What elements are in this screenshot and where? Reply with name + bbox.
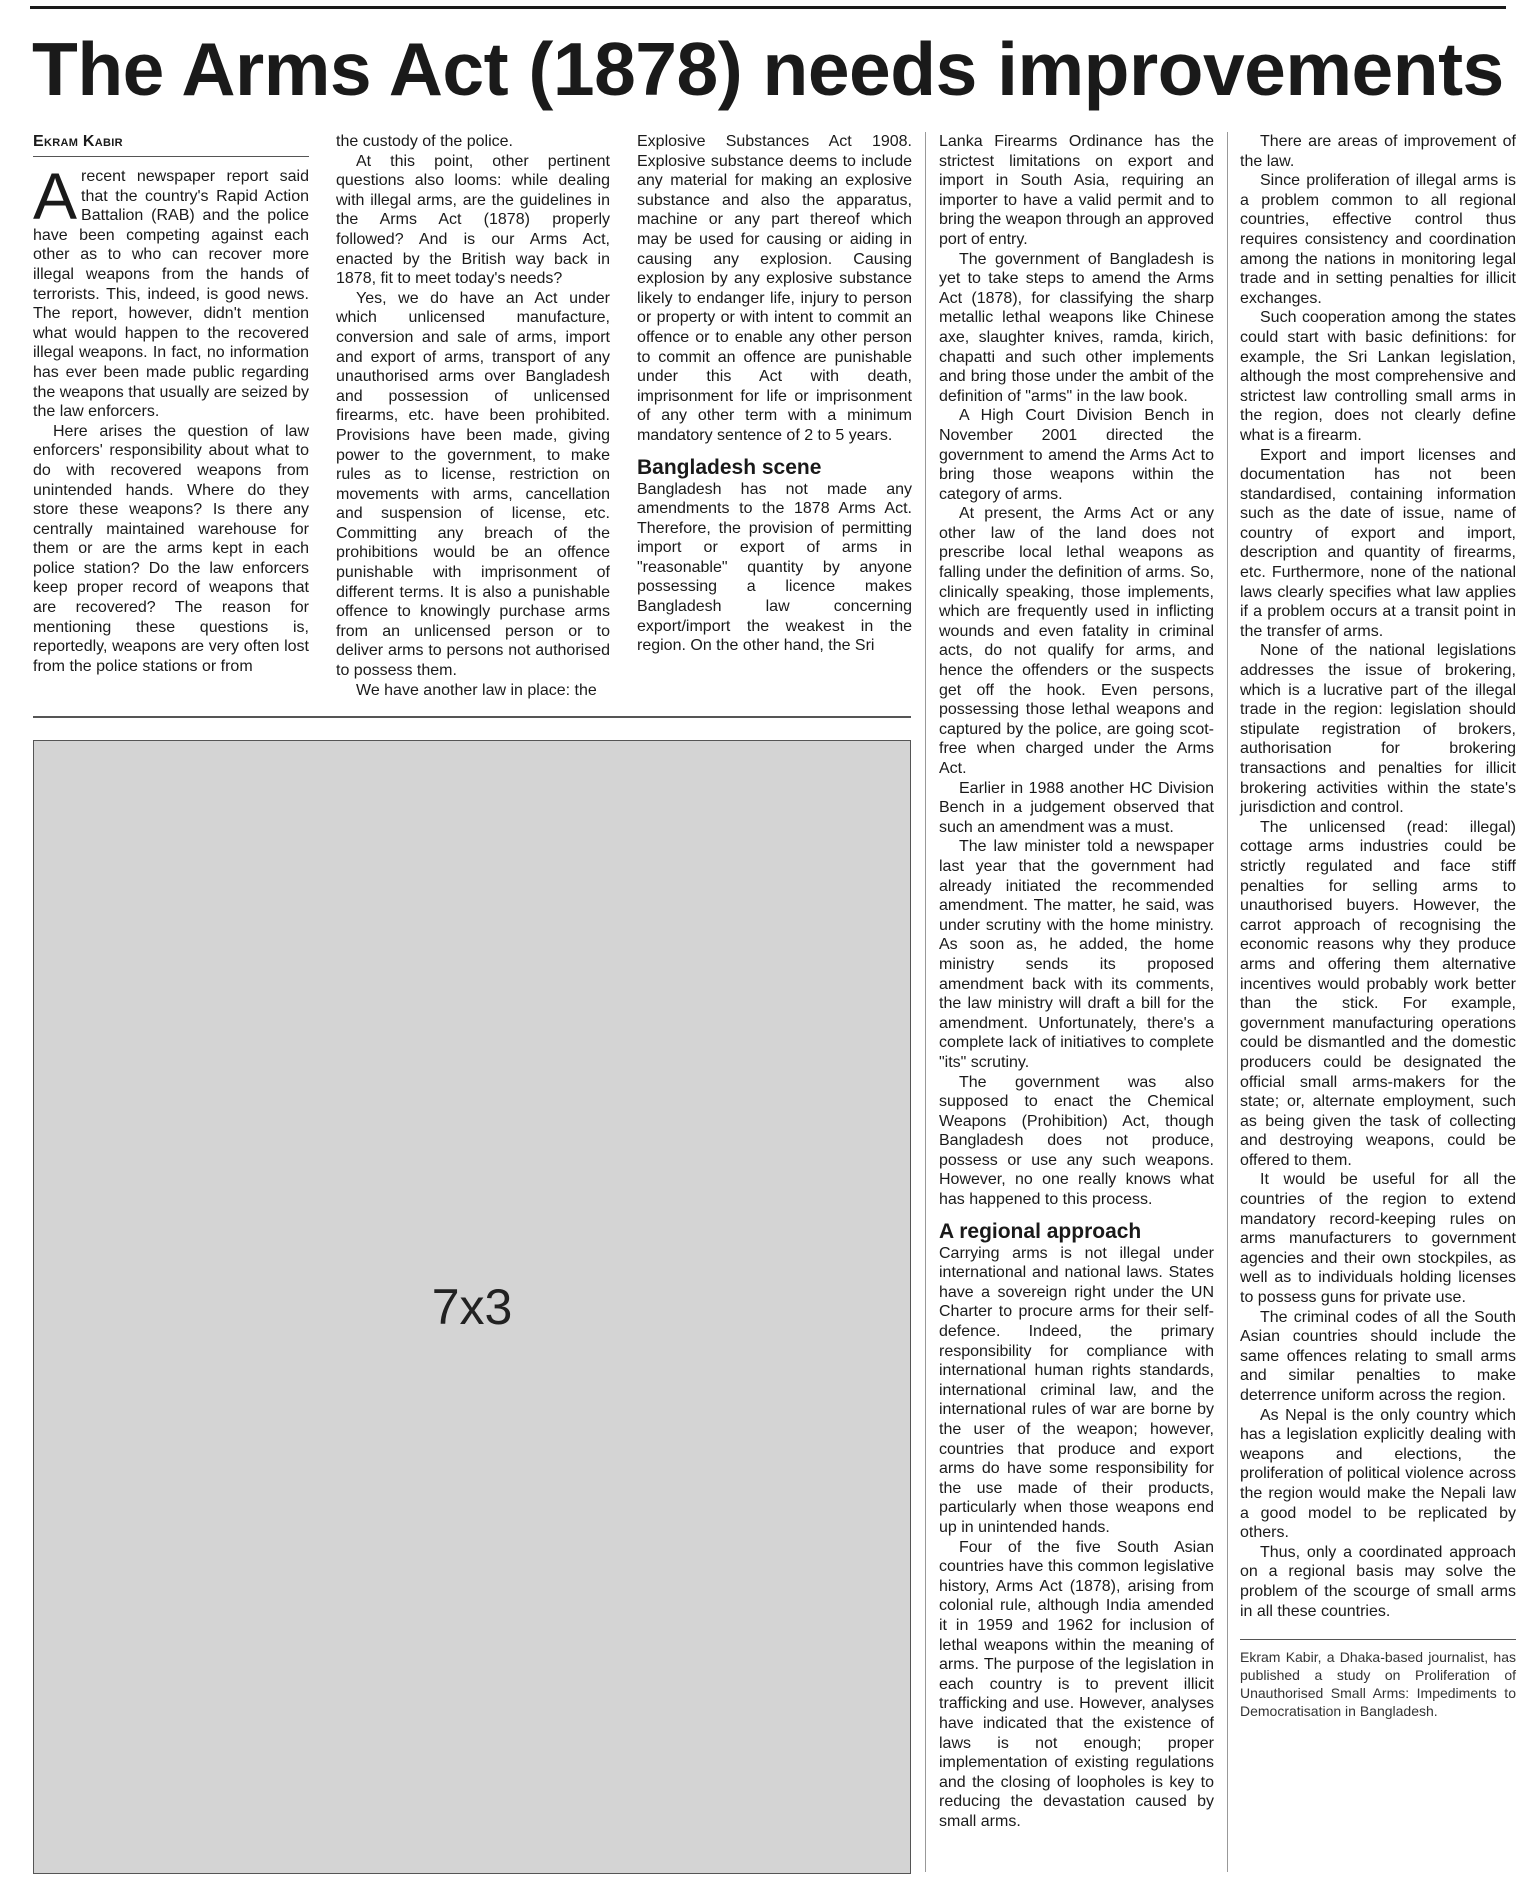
paragraph: A recent newspaper report said that the country's Rapid Action Battalion (RAB) and the police have been competing against each other as to who can recover more illegal weapons from the hands of terrorists. This, indeed, is good news. The report, however, didn't mention what would happen to the recovered illegal weapons. In fact, no information has ever been made public regarding the weapons that usually are seized by the law enforcers. (33, 159, 309, 421)
paragraph: At present, the Arms Act or any other law of the land does not prescribe local lethal weapons as falling under the definition of arms. So, clinically speaking, those implements, which are frequently used in inflicting wounds and even fatality in criminal acts, do not qualify for arms, and hence the offenders or the suspects get off the hook. Even persons, possessing those lethal weapons and captured by the police, are going scot-free when charged under the Arms Act. (939, 505, 1214, 777)
paragraph: The government of Bangladesh is yet to take steps to amend the Arms Act (1878), for classifying the sharp metallic lethal weapons like Chinese axe, slaughter knives, ramda, kirich, chapatti and such other implements and bring those under the ambit of the definition of "arms" in the law book. (939, 250, 1214, 405)
paragraph: Carrying arms is not illegal under international and national laws. States have a sovereign right under the UN Charter to procure arms for their self-defence. Indeed, the primary responsibility for compliance with international human rights standards, international criminal law, and the international rules of war are borne by the user of the weapon; however, countries that produce and export arms do have some responsibility for the use made of their products, particularly when those weapons end up in unintended hands. (939, 1244, 1214, 1536)
divider-vertical (925, 132, 926, 1872)
paragraph: It would be useful for all the countries of the region to extend mandatory record-keeping rules on arms manufacturers to government agencies and their own stockpiles, as well as to individuals holding licenses to possess guns for private use. (1240, 1171, 1516, 1307)
byline: Ekram Kabir (33, 132, 309, 157)
paragraph: Earlier in 1988 another HC Division Bench in a judgement observed that such an amendment was a must. (939, 779, 1214, 836)
subheading-regional-approach: A regional approach (939, 1219, 1142, 1243)
column-4 (939, 132, 1214, 1831)
column-1 (33, 132, 309, 676)
paragraph: At this point, other pertinent questions also looms: while dealing with illegal arms, are the guidelines in the Arms Act (1878) properly followed? And is our Arms Act, enacted by the British way back in 1878, fit to meet today's needs? (336, 152, 610, 288)
paragraph: Thus, only a coordinated approach on a regional basis may solve the problem of the scourge of small arms in all these countries. (1240, 1543, 1516, 1620)
ad-placeholder-label: 7x3 (431, 1279, 513, 1335)
paragraph: Explosive Substances Act 1908. Explosive substance deems to include any material for making an explosive substance and also the apparatus, machine or any part thereof which may be used for causing or aiding in causing any explosion. Causing explosion by any explosive substance likely to endanger life, injury to person or property or with intent to commit an offence or to enable any other person to commit an offence are punishable under this Act with death, imprisonment for life or imprisonment of any other term with a minimum mandatory sentence of 2 to 5 years. (637, 133, 912, 444)
paragraph: Export and import licenses and documentation has not been standardised, containing information such as the date of issue, name of country of export and import, description and quantity of firearms, etc. Furthermore, none of the national laws clearly specifies what law applies if a problem occurs at a transit point in the transfer of arms. (1240, 446, 1516, 640)
paragraph: Here arises the question of law enforcers' responsibility about what to do with recovered weapons from unintended hands. Where do they store these weapons? Is there any centrally maintained warehouse for them or are the arms kept in each police station? Do the law enforcers keep proper record of weapons that are recovered? The reason for mentioning these questions is, reportedly, weapons are very often lost from the police stations or from (33, 422, 309, 675)
top-rule (30, 6, 1506, 9)
paragraph: As Nepal is the only country which has a legislation explicitly dealing with weapons and elections, the proliferation of political violence across the region would make the Nepali law a good model to be replicated by others. (1240, 1406, 1516, 1542)
paragraph: Lanka Firearms Ordinance has the strictest limitations on export and import in South Asia, requiring an importer to have a valid permit and to bring the weapon through an approved port of entry. (939, 133, 1214, 248)
paragraph: the custody of the police. (336, 133, 513, 150)
drop-cap: A (33, 159, 78, 233)
divider-horizontal (33, 716, 911, 718)
subheading-bangladesh-scene: Bangladesh scene (637, 455, 822, 479)
paragraph: A High Court Division Bench in November 2001 directed the government to amend the Arms Act to bring those weapons within the category of arms. (939, 407, 1214, 503)
paragraph: The law minister told a newspaper last year that the government had already initiated the recommended amendment. The matter, he said, was under scrutiny with the home ministry. As soon as, he added, the home ministry sends its proposed amendment back with its comments, the law ministry will draft a bill for the amendment. Unfortunately, there's a complete lack of initiatives to complete "its" scrutiny. (939, 838, 1214, 1071)
paragraph: There are areas of improvement of the law. (1240, 133, 1516, 170)
divider-vertical (1227, 132, 1228, 1872)
author-endnote: Ekram Kabir, a Dhaka-based journalist, has published a study on Proliferation of Unauthorised Small Arms: Impediments to Democratisation in Bangladesh. (1240, 1649, 1516, 1720)
paragraph: The government was also supposed to enact the Chemical Weapons (Prohibition) Act, though Bangladesh does not produce, possess or use any such weapons. However, no one really knows what has happened to this process. (939, 1073, 1214, 1209)
paragraph: Such cooperation among the states could start with basic definitions: for example, the Sri Lankan legislation, although the most comprehensive and strictest law controlling small arms in the region, does not clearly define what is a firearm. (1240, 309, 1516, 444)
headline: The Arms Act (1878) needs improvements (32, 27, 1504, 111)
column-3 (637, 132, 912, 656)
paragraph: Yes, we do have an Act under which unlicensed manufacture, conversion and sale of arms, import and export of arms, transport of any unauthorised arms over Bangladesh and possession of unlicensed firearms, etc. have been prohibited. Provisions have been made, giving power to the government, to make rules as to license, restriction on movements with arms, cancellation and suspension of license, etc. Committing any breach of the prohibitions would be an offence punishable with imprisonment of different terms. It is also a punishable offence to knowingly purchase arms from an unlicensed person or to deliver arms to persons not authorised to possess them. (336, 289, 610, 680)
endnote-rule (1240, 1639, 1516, 1640)
paragraph: Bangladesh has not made any amendments to the 1878 Arms Act. Therefore, the provision of permitting import or export of arms in "reasonable" quantity by anyone possessing a licence makes Bangladesh law concerning export/import the weakest in the region. On the other hand, the Sri (637, 480, 912, 655)
paragraph: The criminal codes of all the South Asian countries should include the same offences relating to small arms and similar penalties to make deterrence uniform across the region. (1240, 1308, 1516, 1404)
column-5 (1240, 132, 1516, 1720)
ad-placeholder-box (33, 740, 911, 1874)
column-2 (336, 132, 610, 700)
paragraph: We have another law in place: the (356, 681, 597, 699)
paragraph: Four of the five South Asian countries have this common legislative history, Arms Act (1878), arising from colonial rule, although India amended it in 1959 and 1962 for inclusion of lethal weapons within the meaning of arms. The purpose of the legislation in each country is to prevent illicit trafficking and use. However, analyses have indicated that the existence of laws is not enough; proper implementation of existing regulations and the closing of loopholes is key to reducing the devastation caused by small arms. (939, 1538, 1214, 1830)
paragraph: None of the national legislations addresses the issue of brokering, which is a lucrative part of the illegal trade in the region: legislation should stipulate registration of brokers, authorisation for brokering transactions and penalties for illicit brokering activities within the state's jurisdiction and control. (1240, 642, 1516, 817)
paragraph: The unlicensed (read: illegal) cottage arms industries could be strictly regulated and face stiff penalties for selling arms to unauthorised buyers. However, the carrot approach of recognising the economic reasons why they produce arms and offering them alternative incentives would probably work better than the stick. For example, government manufacturing operations could be dismantled and the domestic producers could be designated the official small arms-makers for the state; or, alternate employment, such as being given the task of collecting and destroying weapons, could be offered to them. (1240, 818, 1516, 1169)
paragraph: Since proliferation of illegal arms is a problem common to all regional countries, effective control thus requires consistency and coordination among the nations in monitoring legal trade and in setting penalties for illicit exchanges. (1240, 172, 1516, 307)
